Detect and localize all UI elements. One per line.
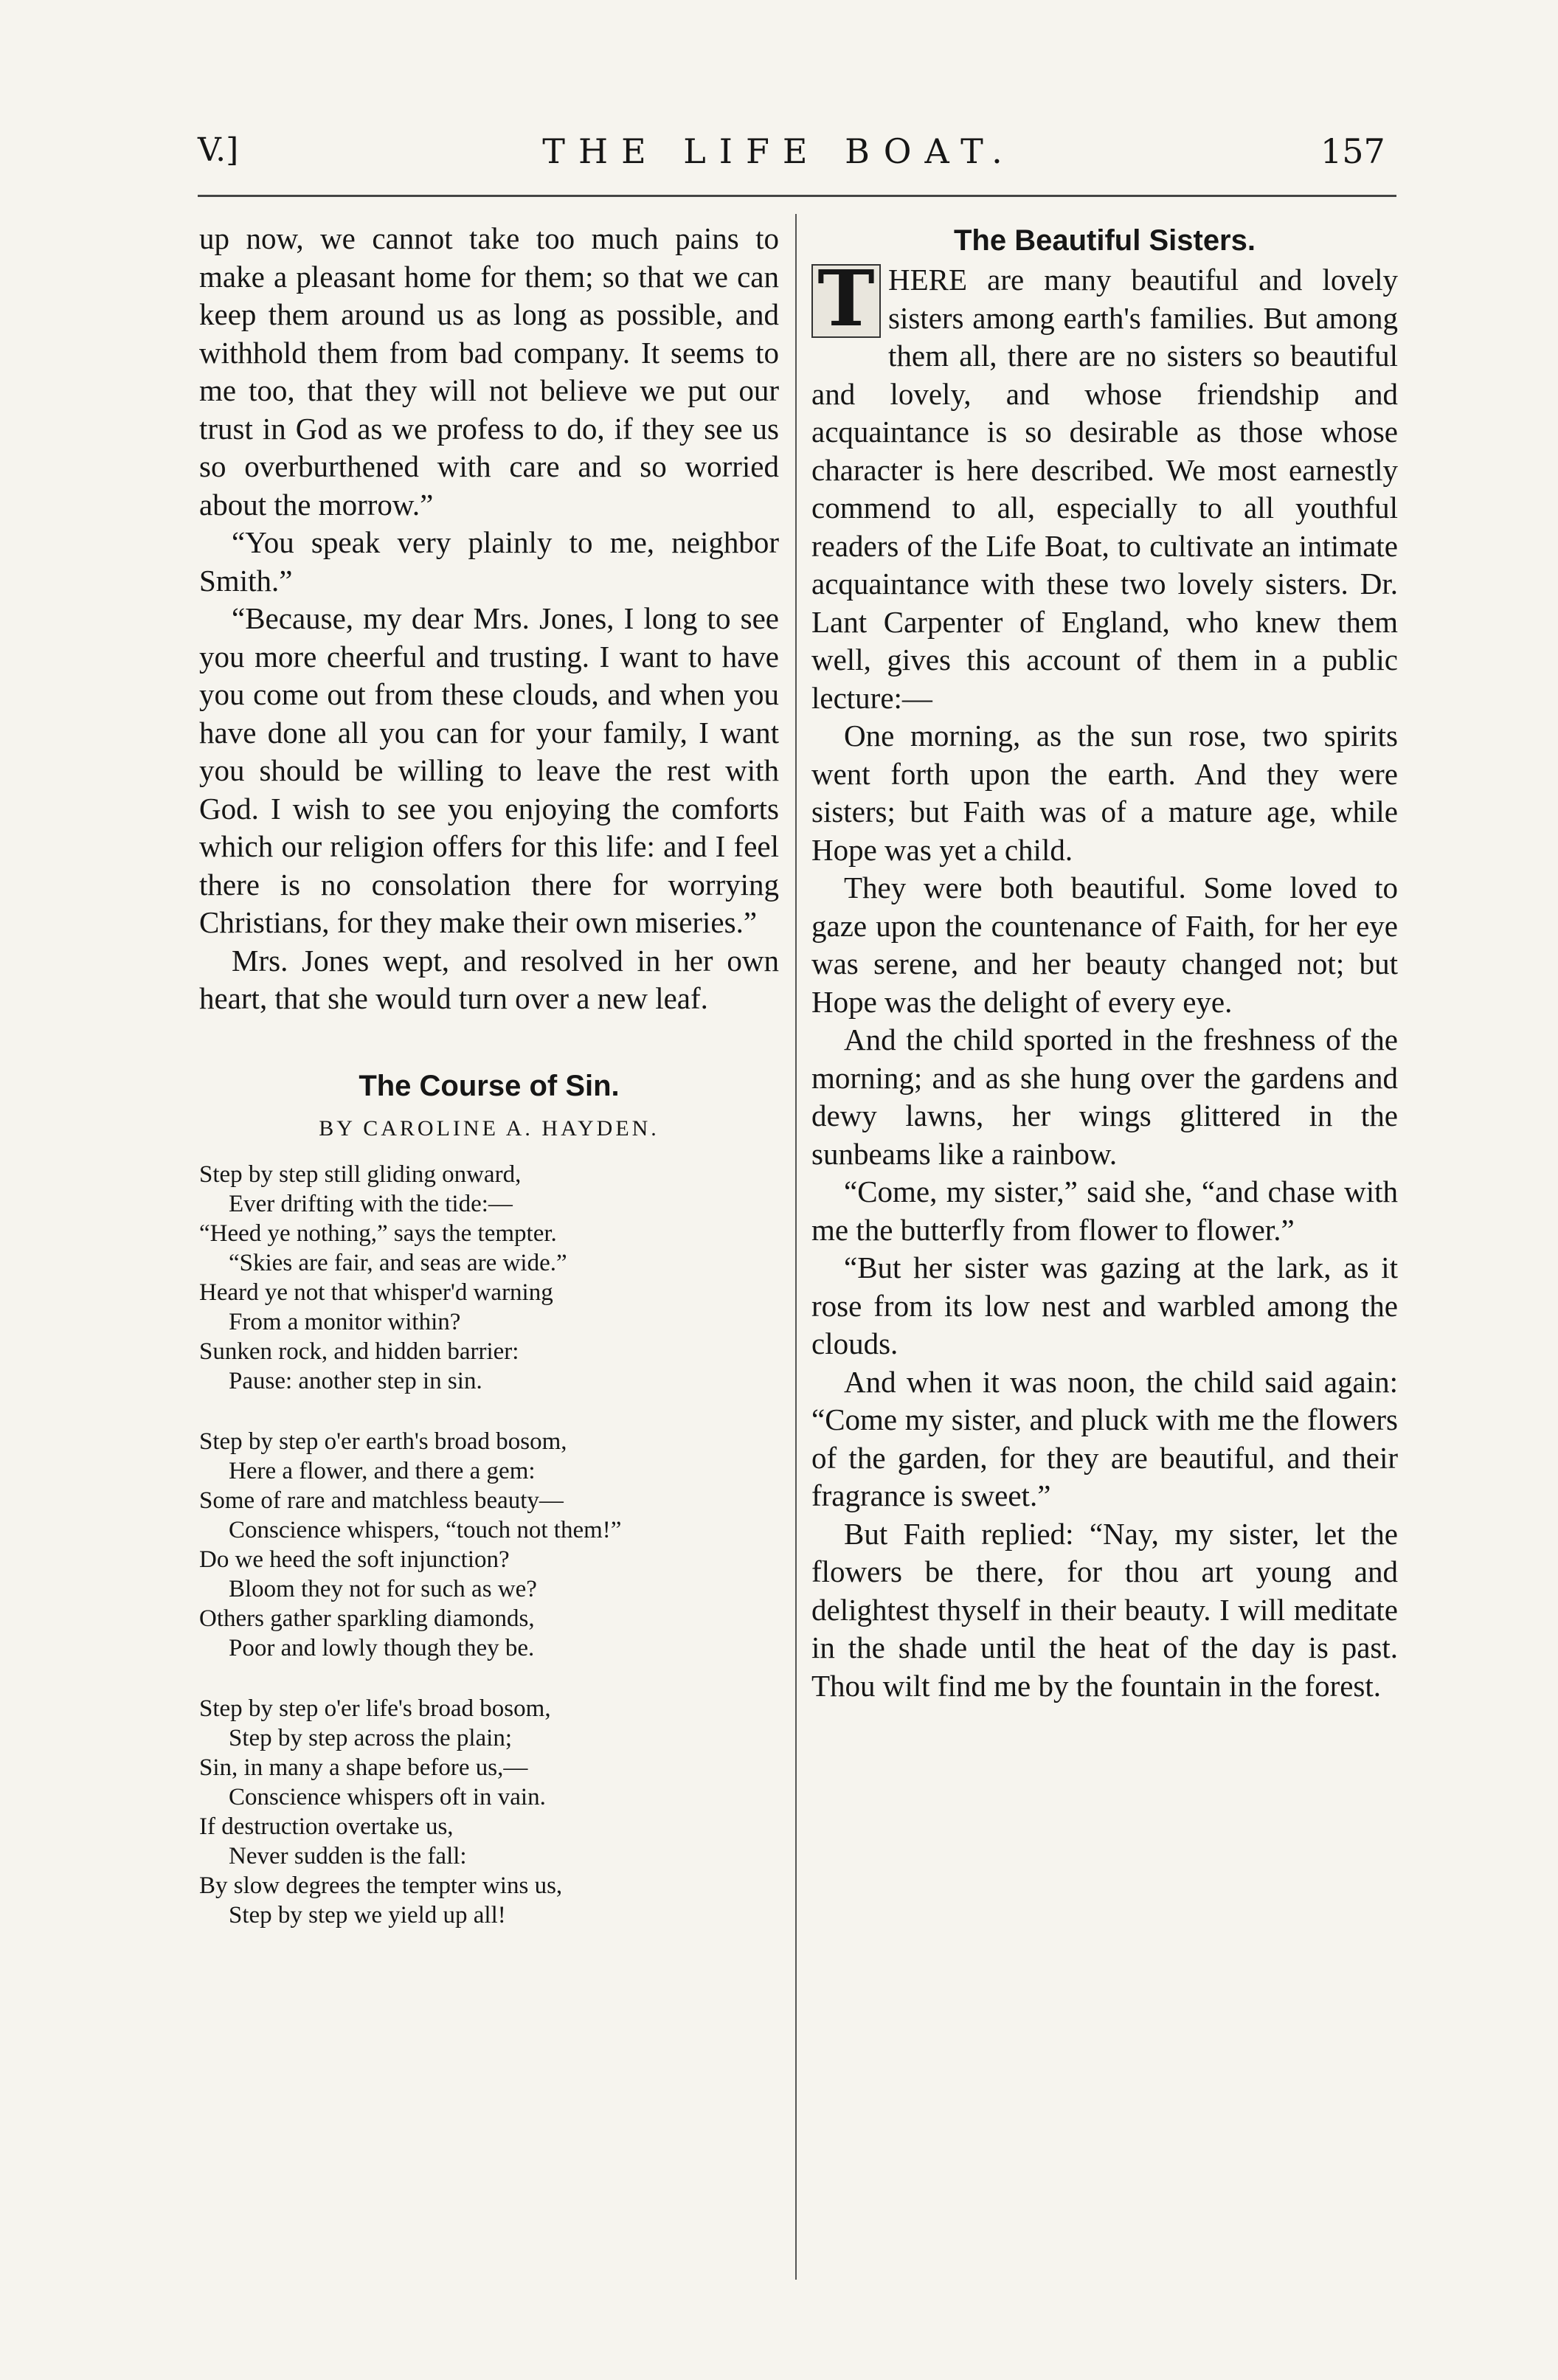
poem-line: Conscience whispers oft in vain.: [229, 1783, 546, 1810]
right-column: [811, 220, 1398, 1705]
poem-line: Sin, in many a shape before us,—: [199, 1754, 528, 1781]
poem-line: By slow degrees the tempter wins us,: [199, 1872, 563, 1899]
poem-line: Here a flower, and there a gem:: [229, 1457, 536, 1484]
poem-line: Heard ye not that whisper'd warning: [199, 1279, 553, 1306]
poem-line: Never sudden is the fall:: [229, 1842, 467, 1869]
poem-line: Bloom they not for such as we?: [229, 1575, 537, 1602]
article-paragraph: They were both beautiful. Some loved to gaze upon the countenance of Faith, for her eye was serene, and her beauty changed not; but Hope was the delight of every eye.: [811, 871, 1398, 1019]
poem-line: Some of rare and matchless beauty—: [199, 1487, 564, 1514]
story-paragraph: up now, we cannot take too much pains to make a pleasant home for them; so that we can keep them around us as long as possible, and withhold them from bad company. It seems to me too, that they will not believe we put our trust in God as we profess to do, if they see us so overburthened with care and so worried about the morrow.”: [199, 221, 779, 522]
article-paragraph: “Come, my sister,” said she, “and chase with me the butterfly from flower to flower.”: [811, 1175, 1398, 1247]
story-paragraph: Mrs. Jones wept, and resolved in her own heart, that she would turn over a new leaf.: [199, 943, 779, 1015]
poem-line: Pause: another step in sin.: [229, 1367, 482, 1394]
poem-stanza: [199, 1694, 779, 1930]
article-paragraph: HERE are many beautiful and lovely sisters among earth's families. But among them all, there are no sisters so beautiful and lovely, and whose friendship and acquaintance is so desirable as those whose character is here described. We most earnestly commend to all, especially to all youthful readers of the Life Boat, to cultivate an intimate acquaintance with these two lovely sisters. Dr. Lant Carpenter of England, who knew them well, gives this account of them in a public lecture:—: [811, 263, 1398, 715]
story-paragraph: “You speak very plainly to me, neighbor Smith.”: [199, 525, 779, 598]
poem: [199, 1160, 779, 1930]
running-title: THE LIFE BOAT.: [542, 131, 1016, 171]
left-column: [199, 220, 779, 1961]
poem-line: Step by step o'er earth's broad bosom,: [199, 1428, 567, 1455]
header-rule: [198, 195, 1396, 197]
poem-line: Step by step still gliding onward,: [199, 1160, 522, 1188]
page-number: 157: [1320, 131, 1385, 171]
poem-line: Do we heed the soft injunction?: [199, 1546, 510, 1573]
page-header: [0, 131, 1558, 190]
article-paragraph: “But her sister was gazing at the lark, as it rose from its low nest and warbled among the clouds.: [811, 1250, 1398, 1360]
poem-line: Sunken rock, and hidden barrier:: [199, 1338, 519, 1365]
poem-line: Step by step across the plain;: [229, 1724, 513, 1751]
poem-line: Step by step o'er life's broad bosom,: [199, 1695, 551, 1722]
poem-title: The Course of Sin.: [359, 1069, 620, 1102]
article-paragraph: One morning, as the sun rose, two spirits went forth upon the earth. And they were sisters; but Faith was of a mature age, while Hope was yet a child.: [811, 719, 1398, 867]
poem-line: “Skies are fair, and seas are wide.”: [229, 1249, 567, 1276]
poem-line: Conscience whispers, “touch not them!”: [229, 1516, 622, 1543]
poem-line: Ever drifting with the tide:—: [229, 1190, 513, 1217]
story-paragraph: “Because, my dear Mrs. Jones, I long to see you more cheerful and trusting. I want to have you come out from these clouds, and when you have done all you can for your family, I want you should be willing to leave the rest with God. I wish to see you enjoying the comforts which our religion offers for this life: and I feel there is no consolation there for worrying Christians, for they make their own miseries.”: [199, 601, 779, 939]
poem-line: Others gather sparkling diamonds,: [199, 1605, 535, 1632]
article-paragraph: And when it was noon, the child said again: “Come my sister, and pluck with me the flowers of the garden, for they are beautiful, and their fragrance is sweet.”: [811, 1364, 1398, 1512]
poem-line: From a monitor within?: [229, 1308, 461, 1335]
volume-marker: V.]: [198, 131, 239, 169]
poem-line: “Heed ye nothing,” says the tempter.: [199, 1220, 557, 1247]
article-paragraph: And the child sported in the freshness of the morning; and as she hung over the gardens and dewy lawns, her wings glittered in the sunbeams like a rainbow.: [811, 1023, 1398, 1171]
drop-cap: T: [811, 264, 881, 338]
poem-stanza: [199, 1427, 779, 1663]
column-divider: [795, 214, 797, 2280]
poem-line: Poor and lowly though they be.: [229, 1634, 535, 1661]
poem-byline: BY CAROLINE A. HAYDEN.: [319, 1115, 659, 1141]
poem-stanza: [199, 1160, 779, 1396]
article-title: The Beautiful Sisters.: [954, 224, 1256, 257]
article-paragraph: But Faith replied: “Nay, my sister, let the flowers be there, for thou art young and delightest thyself in their beauty. I will meditate in the shade until the heat of the day is past. Thou wilt find me by the fountain in the forest.: [811, 1516, 1398, 1703]
poem-line: Step by step we yield up all!: [229, 1901, 506, 1928]
poem-line: If destruction overtake us,: [199, 1813, 454, 1840]
article-intro: [811, 253, 1398, 717]
